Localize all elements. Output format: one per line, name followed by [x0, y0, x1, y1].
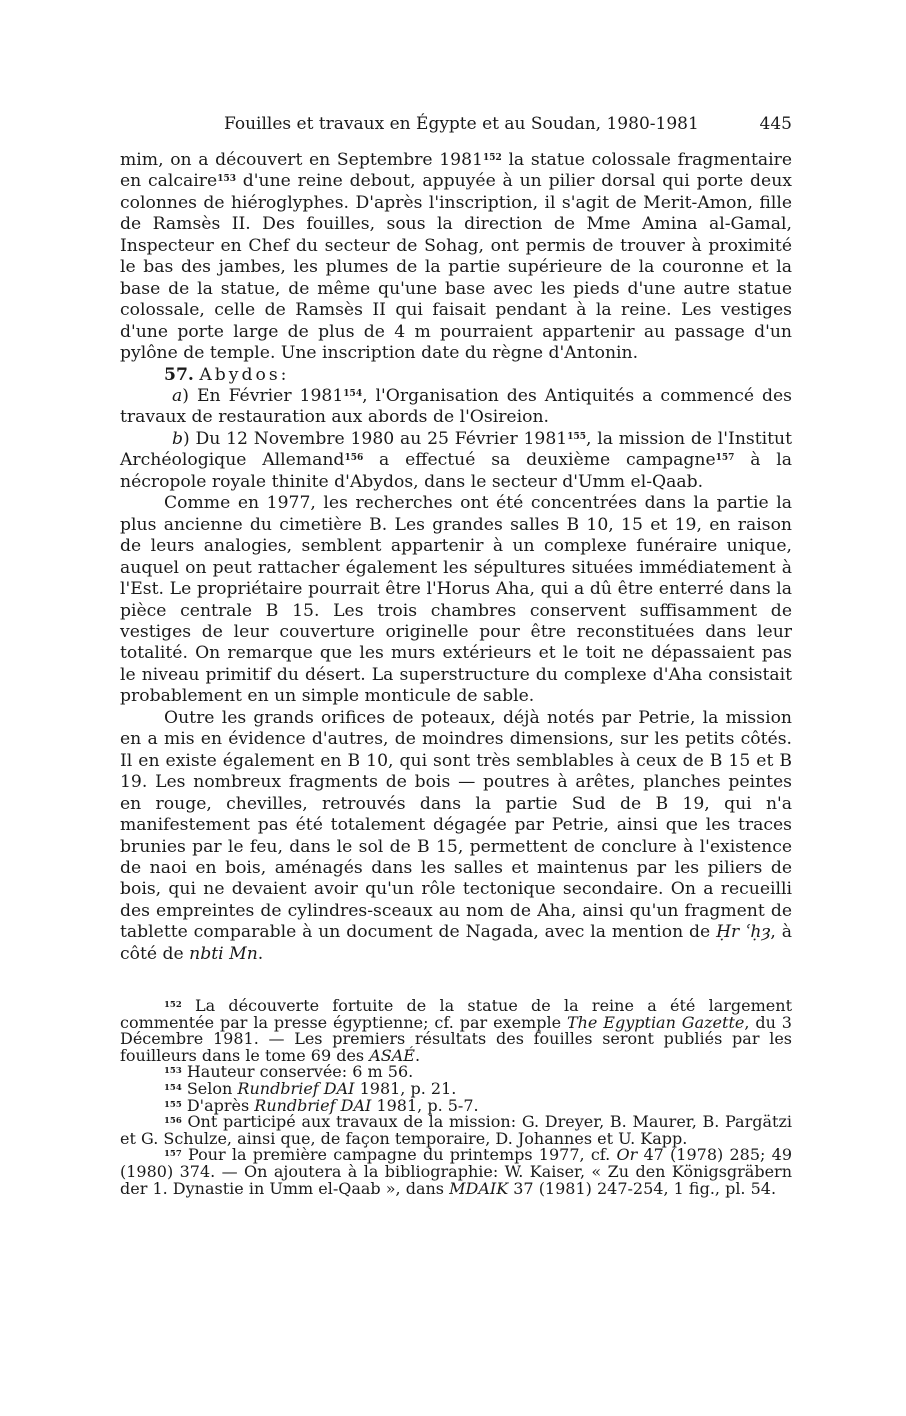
footnote-number: 153 — [164, 1066, 182, 1077]
footnote-ref-154: 154 — [343, 388, 363, 399]
text-run: , la mission de l'Institut Archéologique Allemand — [120, 428, 792, 471]
text-run: Hauteur conservée: 6 m 56. — [181, 1062, 414, 1082]
item-label-a: a — [172, 385, 183, 406]
item-label-b: b — [172, 428, 184, 449]
footnote-152 — [120, 998, 792, 1064]
text-run: d'une reine debout, appuyée à un pilier dorsal qui porte deux colonnes de hiéroglyphes. D'après l'inscription, il s'agit de Merit-Amon, fille de Ramsès II. Des fouilles, sous la direction de Mme Amina al-Gamal, Inspecteur en Chef du secteur de Sohag, ont permis de trouver à proximité le bas des jambes, les plumes de la partie supérieure de la couronne et la base de la statue, de même qu'une base avec les pieds d'une autre statue colossale, celle de Ramsès II qui faisait pendant à la reine. Les vestiges d'une porte large de plus de 4 m pourraient appartenir au passage d'un pylône de temple. Une inscription date du règne d'Antonin. — [120, 171, 792, 364]
text-run: ) Du 12 Novembre 1980 au 25 Février 1981 — [183, 428, 568, 449]
text-run: à la nécropole royale thinite d'Abydos, dans le secteur d'Umm el-Qaab. — [120, 450, 793, 492]
text-run: la statue colossale fragmentaire en calcaire — [120, 150, 793, 192]
text-run: , à côté de — [120, 922, 792, 964]
text-run: 1981, p. 21. — [354, 1078, 457, 1098]
paragraph-b — [120, 429, 792, 493]
text-run: , du 3 Décembre 1981. — Les premiers résultats des fouilles seront publiés par les fouilleurs dans le tome 69 des — [120, 1012, 792, 1065]
paragraph-merit-amon — [120, 150, 792, 365]
text-run: 47 (1978) 285; 49 (1980) 374. — On ajoutera à la bibliographie: W. Kaiser, « Zu den Königsgräbern der 1. Dynastie in Umm el-Qaab », dans — [120, 1145, 793, 1198]
footnote-ref-156: 156 — [344, 453, 364, 464]
running-title: Fouilles et travaux en Égypte et au Soudan, 1980-1981 — [224, 114, 699, 134]
footnote-ref-153: 153 — [217, 174, 236, 185]
italic-title: Rundbrief DAI — [254, 1095, 372, 1115]
section-colon: : — [280, 364, 287, 385]
italic-term: Ḥr ʿḥȝ — [716, 922, 771, 943]
running-header — [120, 114, 792, 138]
footnote-number: 155 — [164, 1099, 182, 1110]
text-run: , l'Organisation des Antiquités a commencé des travaux de restauration aux abords de l'Osireion. — [120, 385, 792, 428]
text-run: . — [414, 1045, 421, 1065]
paragraph-a — [120, 386, 792, 429]
text-run: Selon — [181, 1078, 238, 1098]
text-run: Ont participé aux travaux de la mission: G. Dreyer, B. Maurer, B. Pargätzi et G. Schulze, ainsi que, de façon temporaire, D. Johannes et U. Kapp. — [120, 1112, 792, 1148]
italic-title: Rundbrief DAI — [237, 1078, 355, 1098]
main-text — [120, 150, 792, 965]
text-run: . — [257, 943, 264, 964]
text-run: Outre les grands orifices de poteaux, déjà notés par Petrie, la mission en a mis en évidence d'autres, de moindres dimensions, sur les petits côtés. Il en existe également en B 10, qui sont très semblables à ceux de B 15 et B 19. Les nombreux fragments de bois — poutres à arêtes, planches peintes en rouge, chevilles, retrouvés dans la partie Sud de B 19, qui n'a manifestement pas été totalement dégagée par Petrie, ainsi que les traces brunies par le feu, dans le sol de B 15, permettent de conclure à l'existence de naoi en bois, aménagés dans les salles et maintenus par les piliers de bois, qui ne devaient avoir qu'un rôle tectonique secondaire. On a recueilli des empreintes de cylindres-sceaux au nom de Aha, ainsi qu'un fragment de tablette comparable à un document de Nagada, avec la mention de — [120, 707, 792, 943]
footnote-number: 157 — [164, 1149, 182, 1160]
footnote-ref-152: 152 — [483, 153, 502, 163]
text-run: mim, on a découvert en Septembre 1981 — [120, 150, 483, 170]
italic-title: MDAIK — [449, 1178, 509, 1198]
footnote-157 — [120, 1147, 792, 1197]
text-run: La découverte fortuite de la statue de la reine a été largement commentée par la presse égyptienne; cf. par exemple — [120, 996, 792, 1032]
italic-title: Or — [616, 1145, 638, 1165]
footnote-number: 152 — [164, 1000, 182, 1010]
italic-title: The Egyptian Gazette — [566, 1012, 745, 1032]
footnote-number: 154 — [164, 1082, 182, 1093]
text-run: ) En Février 1981 — [182, 385, 344, 406]
text-run: Pour la première campagne du printemps 1977, cf. — [181, 1145, 617, 1165]
text-run: 37 (1981) 247-254, 1 fig., pl. 54. — [508, 1178, 777, 1198]
text-run: a effectué sa deuxième campagne — [363, 450, 716, 471]
footnote-ref-157: 157 — [715, 453, 735, 464]
footnote-number: 156 — [164, 1116, 182, 1127]
text-run: D'après — [181, 1095, 255, 1115]
paragraph-post-holes — [120, 708, 792, 965]
footnote-ref-155: 155 — [567, 431, 586, 442]
italic-term: nbti Mn — [189, 943, 258, 964]
section-number: 57. — [164, 364, 194, 385]
paragraph-cemetery-b: Comme en 1977, les recherches ont été concentrées dans la partie la plus ancienne du cimetière B. Les grandes salles B 10, 15 et 19, en raison de leurs analogies, semblent appartenir à un complexe funéraire unique, auquel on peut rattacher également les sépultures situées immédiatement à l'Est. Le propriétaire pourrait être l'Horus Aha, qui a dû être enterré dans la pièce centrale B 15. Les trois chambres conservent suffisamment de vestiges de leur couverture originelle pour être reconstituées dans leur totalité. On remarque que les murs extérieurs et le toit ne dépassaient pas le niveau primitif du désert. La superstructure du complexe d'Aha consistait probablement en un simple monticule de sable. — [120, 493, 792, 707]
section-heading — [120, 365, 792, 386]
text-run: 1981, p. 5-7. — [371, 1095, 479, 1115]
footnotes — [120, 998, 792, 1197]
footnote-156 — [120, 1114, 792, 1147]
section-name: Abydos — [199, 364, 281, 385]
page-number: 445 — [759, 114, 792, 134]
italic-title: ASAÉ — [369, 1045, 415, 1065]
